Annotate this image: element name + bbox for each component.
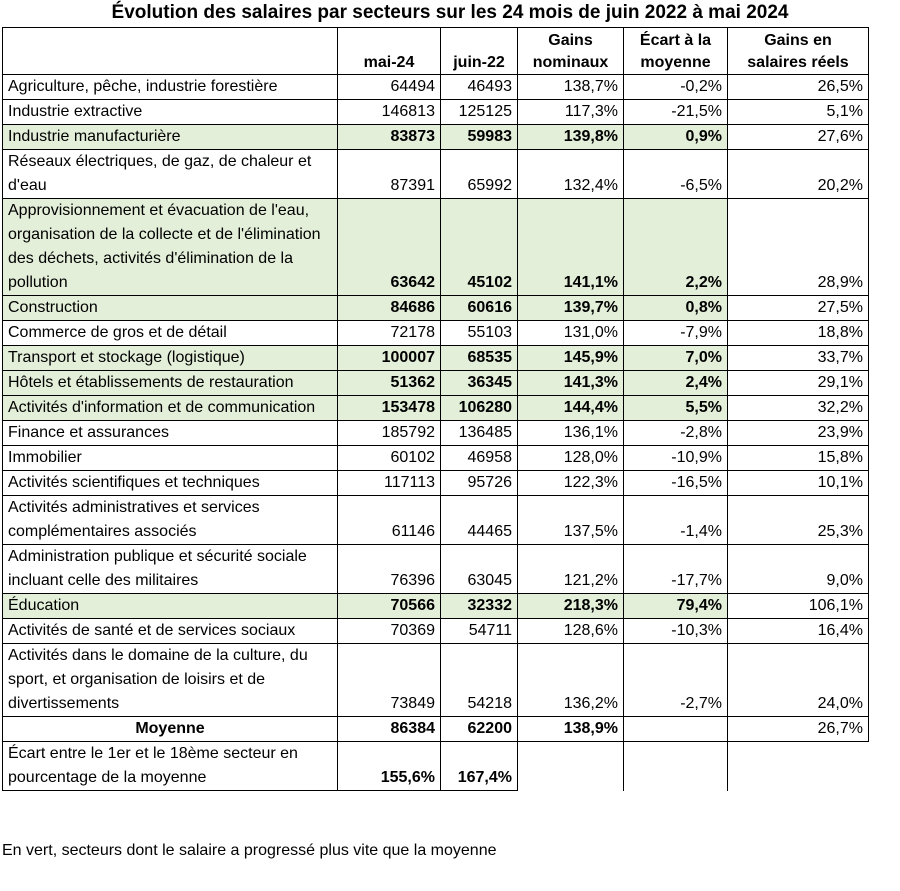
cell-reels: 20,2% [728,150,869,199]
sector-label: Industrie manufacturière [3,125,338,150]
cell-gains: 128,6% [518,619,624,644]
sector-label: Approvisionnement et évacuation de l'eau, organisation de la collecte et de l'élimination des déchets, activités d'élimination de la pollution [3,199,338,296]
cell-reels: 32,2% [728,396,869,421]
sector-label: Réseaux électriques, de gaz, de chaleur et d'eau [3,150,338,199]
header-row [3,28,869,75]
cell-juin22: 63045 [441,545,518,594]
cell-gains: 138,7% [518,75,624,100]
cell-mai24: 51362 [338,371,441,396]
table-row [3,446,869,471]
cell-ecart: 0,9% [624,125,728,150]
sector-label: Industrie extractive [3,100,338,125]
cell-gains: 139,8% [518,125,624,150]
cell-gains: 218,3% [518,594,624,619]
cell-juin22: 95726 [441,471,518,496]
cell-reels: 27,6% [728,125,869,150]
cell-gains: 128,0% [518,446,624,471]
sector-label: Transport et stockage (logistique) [3,346,338,371]
table-row [3,150,869,199]
sector-label: Activités administratives et services complémentaires associés [3,496,338,545]
cell-reels: 24,0% [728,644,869,717]
spread-empty-cell [518,742,624,791]
cell-juin22: 68535 [441,346,518,371]
table-row [3,100,869,125]
spread-juin22: 167,4% [441,742,518,791]
table-row [3,199,869,296]
cell-reels: 28,9% [728,199,869,296]
spread-mai24: 155,6% [338,742,441,791]
cell-gains: 117,3% [518,100,624,125]
cell-mai24: 72178 [338,321,441,346]
cell-juin22: 125125 [441,100,518,125]
cell-ecart: -10,3% [624,619,728,644]
cell-reels: 29,1% [728,371,869,396]
table-row [3,619,869,644]
cell-gains: 137,5% [518,496,624,545]
salary-table [2,27,869,791]
cell-juin22: 54711 [441,619,518,644]
cell-mai24: 146813 [338,100,441,125]
cell-gains: 139,7% [518,296,624,321]
table-row [3,321,869,346]
cell-ecart: -7,9% [624,321,728,346]
table-row [3,75,869,100]
cell-reels: 5,1% [728,100,869,125]
sector-label: Activités d'information et de communication [3,396,338,421]
average-ecart [624,717,728,742]
sector-label: Activités scientifiques et techniques [3,471,338,496]
cell-ecart: 79,4% [624,594,728,619]
table-row [3,471,869,496]
sector-label: Éducation [3,594,338,619]
cell-mai24: 185792 [338,421,441,446]
footnote: En vert, secteurs dont le salaire a progressé plus vite que la moyenne [2,842,497,859]
cell-ecart: -2,8% [624,421,728,446]
cell-ecart: 2,4% [624,371,728,396]
cell-gains: 132,4% [518,150,624,199]
cell-gains: 145,9% [518,346,624,371]
cell-ecart: -1,4% [624,496,728,545]
cell-mai24: 153478 [338,396,441,421]
cell-ecart: -21,5% [624,100,728,125]
sector-label: Hôtels et établissements de restauration [3,371,338,396]
cell-ecart: -6,5% [624,150,728,199]
cell-gains: 121,2% [518,545,624,594]
cell-juin22: 46493 [441,75,518,100]
cell-juin22: 55103 [441,321,518,346]
cell-mai24: 63642 [338,199,441,296]
cell-gains: 136,2% [518,644,624,717]
cell-juin22: 59983 [441,125,518,150]
cell-mai24: 87391 [338,150,441,199]
sector-label: Finance et assurances [3,421,338,446]
sector-label: Activités dans le domaine de la culture, du sport, et organisation de loisirs et de divertissements [3,644,338,717]
cell-mai24: 70566 [338,594,441,619]
sector-label: Commerce de gros et de détail [3,321,338,346]
cell-mai24: 84686 [338,296,441,321]
cell-ecart: -16,5% [624,471,728,496]
cell-ecart: -0,2% [624,75,728,100]
cell-juin22: 32332 [441,594,518,619]
sector-label: Construction [3,296,338,321]
table-row [3,346,869,371]
cell-mai24: 73849 [338,644,441,717]
cell-ecart: -2,7% [624,644,728,717]
cell-gains: 131,0% [518,321,624,346]
average-row [3,717,869,742]
cell-ecart: -10,9% [624,446,728,471]
average-juin22: 62200 [441,717,518,742]
spread-empty-cell [728,742,869,791]
cell-juin22: 36345 [441,371,518,396]
spread-empty-cell [624,742,728,791]
average-reels: 26,7% [728,717,869,742]
sector-label: Immobilier [3,446,338,471]
table-row [3,545,869,594]
cell-ecart: 7,0% [624,346,728,371]
cell-juin22: 60616 [441,296,518,321]
average-gains: 138,9% [518,717,624,742]
cell-reels: 106,1% [728,594,869,619]
header-gains: Gains nominaux [518,28,624,75]
cell-juin22: 44465 [441,496,518,545]
cell-mai24: 64494 [338,75,441,100]
header-mai24: mai-24 [338,28,441,75]
cell-mai24: 76396 [338,545,441,594]
cell-reels: 16,4% [728,619,869,644]
cell-reels: 27,5% [728,296,869,321]
sector-label: Administration publique et sécurité sociale incluant celle des militaires [3,545,338,594]
header-reels: Gains en salaires réels [728,28,869,75]
cell-reels: 10,1% [728,471,869,496]
cell-gains: 141,1% [518,199,624,296]
cell-ecart: 0,8% [624,296,728,321]
cell-juin22: 106280 [441,396,518,421]
cell-reels: 33,7% [728,346,869,371]
cell-reels: 15,8% [728,446,869,471]
table-row [3,421,869,446]
header-sector [3,28,338,75]
cell-juin22: 54218 [441,644,518,717]
header-ecart: Écart à la moyenne [624,28,728,75]
cell-reels: 9,0% [728,545,869,594]
cell-ecart: 2,2% [624,199,728,296]
cell-mai24: 100007 [338,346,441,371]
sector-label: Activités de santé et de services sociaux [3,619,338,644]
cell-juin22: 45102 [441,199,518,296]
table-row [3,125,869,150]
cell-gains: 122,3% [518,471,624,496]
table-row [3,296,869,321]
table-row [3,396,869,421]
cell-ecart: -17,7% [624,545,728,594]
cell-juin22: 136485 [441,421,518,446]
spread-label: Écart entre le 1er et le 18ème secteur en pourcentage de la moyenne [3,742,338,791]
cell-mai24: 117113 [338,471,441,496]
spread-row [3,742,869,791]
header-juin22: juin-22 [441,28,518,75]
average-label: Moyenne [3,717,338,742]
cell-mai24: 60102 [338,446,441,471]
cell-gains: 136,1% [518,421,624,446]
table-title: Évolution des salaires par secteurs sur les 24 mois de juin 2022 à mai 2024 [111,2,789,23]
cell-reels: 26,5% [728,75,869,100]
cell-mai24: 83873 [338,125,441,150]
table-row [3,371,869,396]
cell-mai24: 61146 [338,496,441,545]
table-row [3,594,869,619]
cell-reels: 18,8% [728,321,869,346]
cell-juin22: 46958 [441,446,518,471]
table-row [3,644,869,717]
cell-reels: 23,9% [728,421,869,446]
cell-gains: 141,3% [518,371,624,396]
cell-mai24: 70369 [338,619,441,644]
cell-gains: 144,4% [518,396,624,421]
average-mai24: 86384 [338,717,441,742]
cell-juin22: 65992 [441,150,518,199]
cell-reels: 25,3% [728,496,869,545]
sector-label: Agriculture, pêche, industrie forestière [3,75,338,100]
cell-ecart: 5,5% [624,396,728,421]
table-row [3,496,869,545]
